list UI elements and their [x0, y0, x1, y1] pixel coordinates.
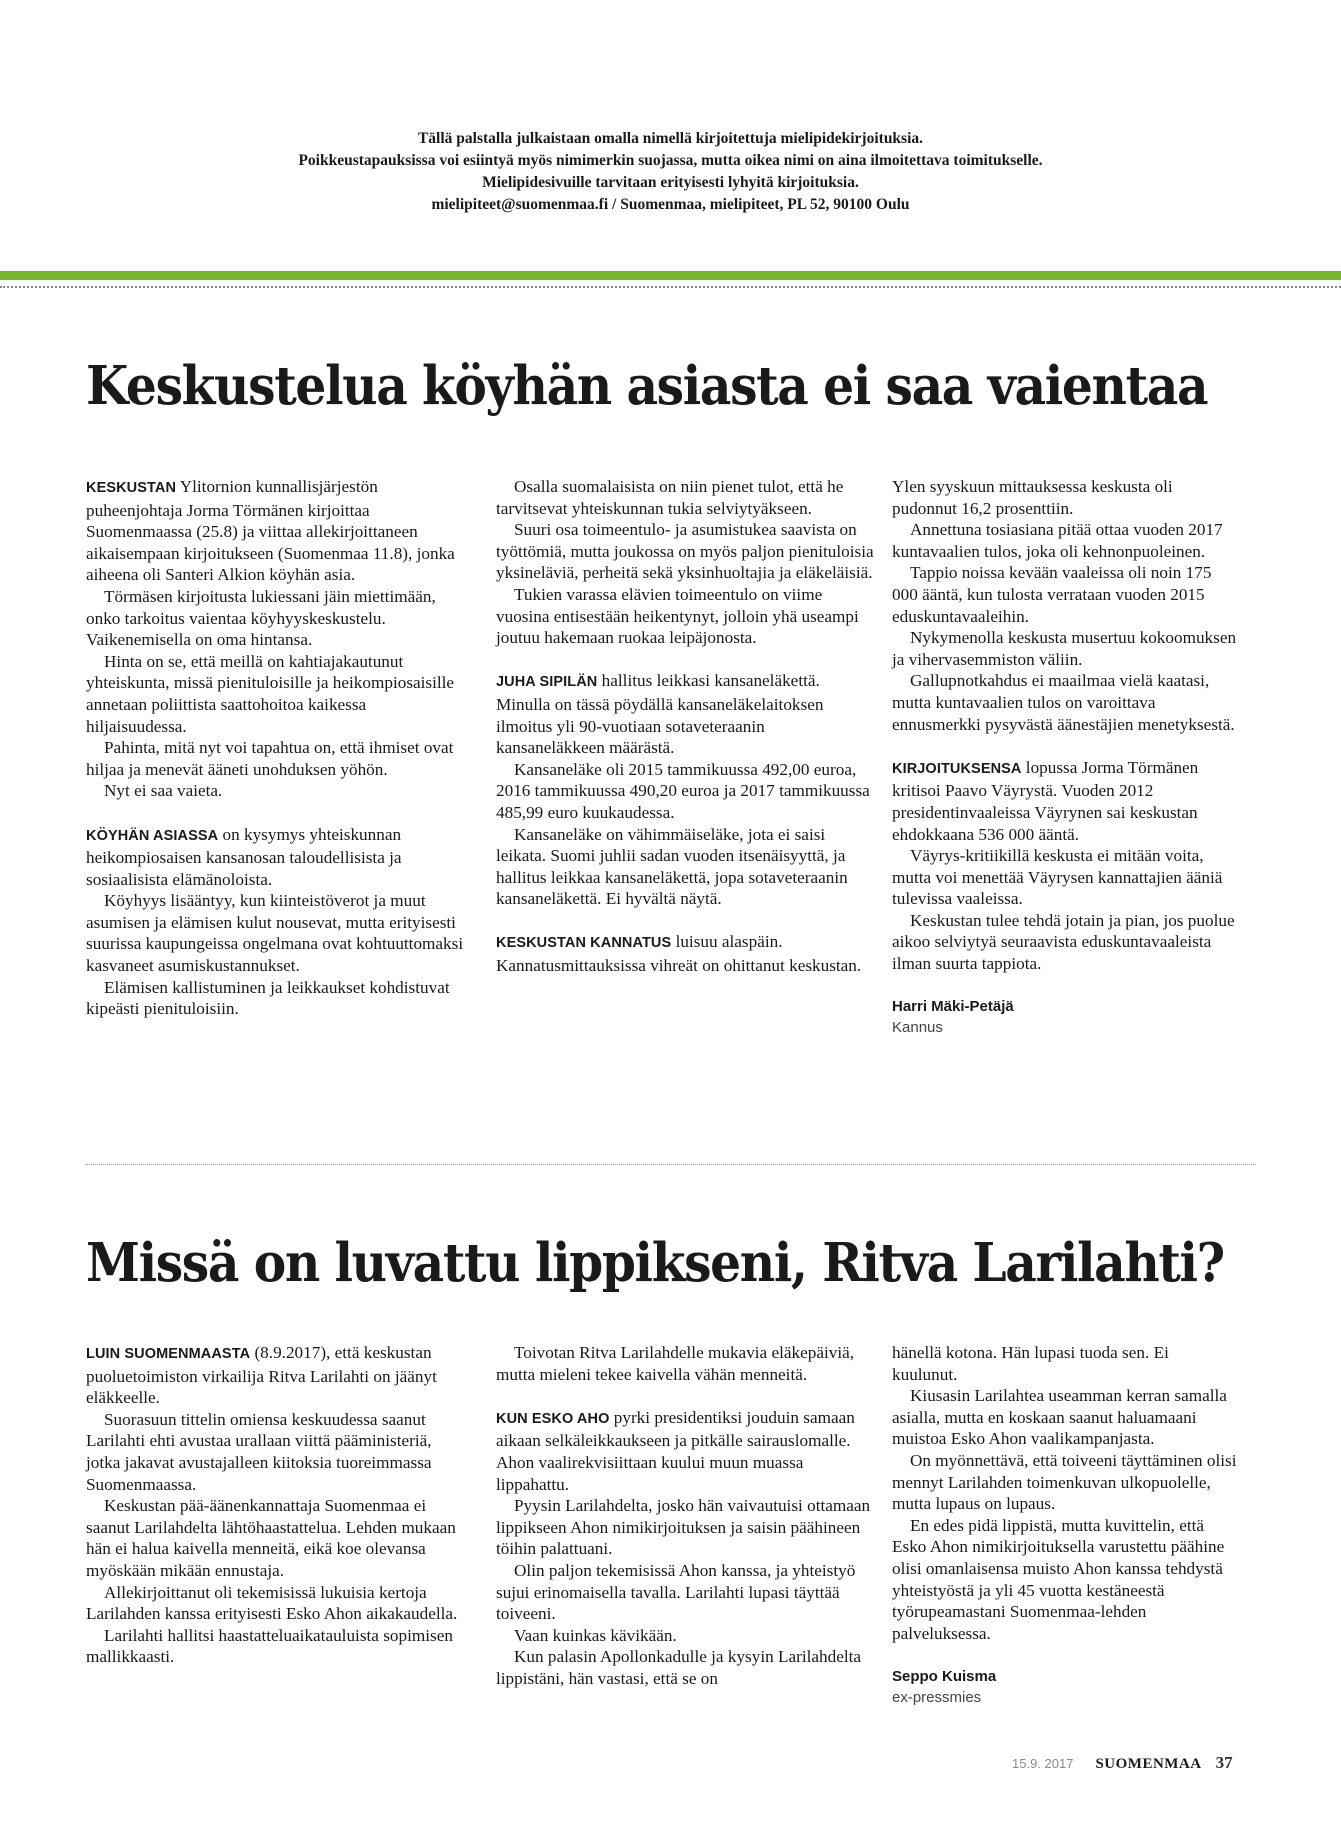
notice-line: Mielipidesivuille tarvitaan erityisesti lyhyitä kirjoituksia.	[482, 174, 859, 191]
author-location: Kannus	[892, 1019, 943, 1037]
dotted-rule	[0, 286, 1341, 288]
paragraph: En edes pidä lippistä, mutta kuvittelin, että Esko Ahon nimikirjoituksella varustettu päähine olisi omanlaisensa muisto Ahon kanssa tehdystä yhteistyöstä ja yli 45 vuotta kestäneestä työrupeamastani Suomenmaa-lehden palveluksessa.	[892, 1515, 1225, 1643]
paragraph: Väyrys-kritiikillä keskusta ei mitään voita, mutta voi menettää Väyrysen kannattajien ääniä tulevissa vaaleissa.	[892, 846, 1223, 909]
section-lead-paragraph	[496, 670, 876, 758]
paragraph: On myönnettävä, että toiveeni täyttäminen olisi mennyt Larilahden toimenkuvan ulkopuolelle, mutta lupaus on lupaus.	[892, 1450, 1237, 1514]
section-lead-paragraph	[86, 824, 466, 891]
paragraph: Tukien varassa elävien toimeentulo on viime vuosina entisestään heikentynyt, jolloin yhä useampi joutuu hakemaan ruokaa leipäjonosta.	[496, 584, 859, 648]
paragraph: Elämisen kallistuminen ja leikkaukset kohdistuvat kipeästi pienituloisiin.	[86, 977, 450, 1019]
paragraph: Ylen syyskuun mittauksessa keskusta oli pudonnut 16,2 prosenttiin.	[892, 477, 1173, 518]
author-location: ex-pressmies	[892, 1688, 982, 1706]
paragraph-text: on kysymys yhteiskunnan heikompiosaisen kansanosan taloudellisista ja sosiaalisista elämänoloista.	[86, 824, 402, 889]
paragraph: Annettuna tosiasiana pitää ottaa vuoden 2017 kuntavaalien tulos, joka oli kehnonpuoleinen.	[892, 520, 1223, 561]
article-2-column-3	[892, 1342, 1237, 1708]
paragraph: Gallupnotkahdus ei maailmaa vielä kaatasi, mutta kuntavaalien tulos on varoittava ennusmerkki pysyvästä äänestäjien menetyksestä.	[892, 671, 1235, 734]
author-name: Seppo Kuisma	[892, 1667, 997, 1685]
paragraph: Hinta on se, että meillä on kahtiajakautunut yhteiskunta, missä pienituloisille ja heikompiosaisille annetaan poliittista saattohoitoa kaikessa hiljaisuudessa.	[86, 651, 455, 736]
page-footer	[1012, 1753, 1233, 1773]
article-2-column-1	[86, 1342, 466, 1668]
paragraph: Pyysin Larilahdelta, josko hän vaivautuisi ottamaan lippikseen Ahon nimikirjoituksen ja saisin päähineen töihin palattuani.	[496, 1496, 871, 1559]
page-number: 37	[1215, 1753, 1233, 1772]
lead-in-caps: KESKUSTAN	[86, 480, 177, 496]
paragraph: Kansaneläke on vähimmäiseläke, jota ei saisi leikata. Suomi juhlii sadan vuoden itsenäisyyttä, ja hallitus leikkaa kansaneläkettä, jopa sotaveteraanin kansaneläkettä. Ei hyvältä näytä.	[496, 824, 848, 909]
paragraph: Larilahti hallitsi haastatteluaikatauluista sopimisen mallikkaasti.	[86, 1625, 453, 1667]
section-divider-bar	[0, 271, 1341, 280]
lead-in-caps: LUIN SUOMENMAASTA	[86, 1346, 251, 1362]
section-lead-paragraph	[892, 757, 1237, 845]
paragraph-text: luisuu alaspäin. Kannatusmittauksissa vihreät on ohittanut keskustan.	[496, 932, 862, 976]
author-name: Harri Mäki-Petäjä	[892, 998, 1014, 1016]
notice-line: Poikkeustapauksissa voi esiintyä myös nimimerkin suojassa, mutta oikea nimi on aina ilmoitettava toimitukselle.	[298, 152, 1043, 169]
paragraph-text: lopussa Jorma Törmänen kritisoi Paavo Väyrystä. Vuoden 2012 presidentinvaaleissa Väyrynen sai keskustan ehdokkaana 536 000 ääntä.	[892, 757, 1199, 844]
editorial-notice	[0, 128, 1341, 216]
paragraph: Tappio noissa kevään vaaleissa oli noin 175 000 ääntä, kun tulosta verrataan vuoden 2015 eduskuntavaaleihin.	[892, 563, 1212, 626]
notice-contact-line: mielipiteet@suomenmaa.fi / Suomenmaa, mielipiteet, PL 52, 90100 Oulu	[431, 196, 910, 213]
issue-date: 15.9. 2017	[1012, 1756, 1074, 1771]
article-1-column-2	[496, 476, 876, 977]
lead-in-caps: KÖYHÄN ASIASSA	[86, 827, 219, 844]
paragraph: hänellä kotona. Hän lupasi tuoda sen. Ei kuulunut.	[892, 1343, 1169, 1384]
paragraph: Olin paljon tekemisissä Ahon kanssa, ja yhteistyö sujui erinomaisella tavalla. Larilahti lupasi täyttää toiveeni.	[496, 1560, 856, 1624]
lead-in-caps: KIRJOITUKSENSA	[892, 760, 1022, 777]
paragraph-text: (8.9.2017), että keskustan puoluetoimiston virkailija Ritva Larilahti on jäänyt eläkkeelle.	[86, 1343, 437, 1408]
article-1-column-1	[86, 476, 466, 1020]
section-lead-paragraph	[496, 1407, 876, 1495]
notice-line: Tällä palstalla julkaistaan omalla nimellä kirjoitettuja mielipidekirjoituksia.	[417, 130, 924, 147]
paragraph: Allekirjoittanut oli tekemisissä lukuisia kertoja Larilahden kanssa erityisesti Esko Ahon aikakaudella.	[86, 1582, 458, 1624]
section-lead-paragraph	[496, 931, 876, 976]
paragraph: Vaan kuinkas kävikään.	[514, 1625, 677, 1645]
article-2-column-2	[496, 1342, 876, 1690]
paragraph: Suorasuun tittelin omiensa keskuudessa saanut Larilahti ehti avustaa urallaan viittä pääministeriä, jotka jakavat avustajalleen kiitoksia tuoreimmassa Suomenmaassa.	[86, 1409, 432, 1494]
section-lead-paragraph	[86, 1342, 466, 1409]
article-1-column-3	[892, 476, 1237, 1038]
lead-in-caps: JUHA SIPILÄN	[496, 674, 598, 691]
paragraph: Törmäsen kirjoitusta lukiessani jäin miettimään, onko tarkoitus vaientaa köyhyyskeskustelu. Vaikenemisella on oma hintansa.	[86, 586, 436, 650]
paragraph: Pahinta, mitä nyt voi tapahtua on, että ihmiset ovat hiljaa ja menevät ääneti unohduksen yöhön.	[86, 738, 454, 779]
paragraph: Kiusasin Larilahtea useamman kerran samalla asialla, mutta en koskaan saanut haluamaani muistoa Esko Ahon vaalikampanjasta.	[892, 1386, 1227, 1449]
paragraph: Nyt ei saa vaieta.	[104, 781, 223, 801]
paragraph: Nykymenolla keskusta musertuu kokoomuksen ja vihervasemmiston väliin.	[892, 628, 1237, 669]
paragraph: Suuri osa toimeentulo- ja asumistukea saavista on työttömiä, mutta joukossa on myös paljon pienituloisia yksineläviä, perheitä sekä yksinhuoltajia ja eläkeläisiä.	[496, 520, 874, 583]
article-headline: Keskustelua köyhän asiasta ei saa vaientaa	[86, 355, 1208, 417]
paragraph-text: hallitus leikkasi kansaneläkettä. Minulla on tässä pöydällä kansaneläkelaitoksen ilmoitus yli 90-vuotiaan sotaveteraanin kansaneläkkeen määrästä.	[496, 671, 824, 758]
section-lead-paragraph	[86, 476, 466, 586]
publication-name: SUOMENMAA	[1095, 1756, 1202, 1772]
paragraph: Kun palasin Apollonkadulle ja kysyin Larilahdelta lippistäni, hän vastasi, että se on	[496, 1647, 862, 1688]
lead-in-caps: KESKUSTAN KANNATUS	[496, 935, 672, 952]
paragraph-text: Ylitornion kunnallisjärjestön puheenjohtaja Jorma Törmänen kirjoittaa Suomenmaassa (25.8) ja viittaa allekirjoittaneen aikaisempaan kirjoitukseen (Suomenmaa 11.8), jonka aiheena oli Santeri Alkion köyhän asia.	[86, 477, 455, 585]
paragraph: Keskustan pää-äänenkannattaja Suomenmaa ei saanut Larilahdelta lähtöhaastattelua. Lehden mukaan hän ei halua kaivella menneitä, eikä koe olevansa myöskään mikään ennustaja.	[86, 1496, 456, 1580]
paragraph: Osalla suomalaisista on niin pienet tulot, että he tarvitsevat yhteiskunnan tukia selviytyäkseen.	[496, 477, 844, 518]
paragraph: Toivotan Ritva Larilahdelle mukavia eläkepäiviä, mutta mieleni tekee kaivella vähän menneitä.	[496, 1343, 855, 1384]
lead-in-caps: KUN ESKO AHO	[496, 1410, 610, 1427]
paragraph-text: pyrki presidentiksi jouduin samaan aikaan selkäleikkaukseen ja pitkälle sairauslomalle. Ahon vaalirekvisiittaan kuului muun muassa lippahattu.	[496, 1407, 855, 1494]
article-headline: Missä on luvattu lippikseni, Ritva Larilahti?	[86, 1232, 1224, 1294]
paragraph: Keskustan tulee tehdä jotain ja pian, jos puolue aikoo selviytyä seuraavista eduskuntavaaleista ilman suurta tappiota.	[892, 910, 1235, 974]
paragraph: Kansaneläke oli 2015 tammikuussa 492,00 euroa, 2016 tammikuussa 490,20 euroa ja 2017 tammikuussa 485,99 euro kuukaudessa.	[496, 759, 870, 822]
paragraph: Köyhyys lisääntyy, kun kiinteistöverot ja muut asumisen ja elämisen kulut nousevat, mutta erityisesti suurissa kaupungeissa ongelmana ovat kohtuuttomaksi kasvaneet asumiskustannukset.	[86, 891, 464, 976]
dotted-rule	[86, 1164, 1256, 1165]
